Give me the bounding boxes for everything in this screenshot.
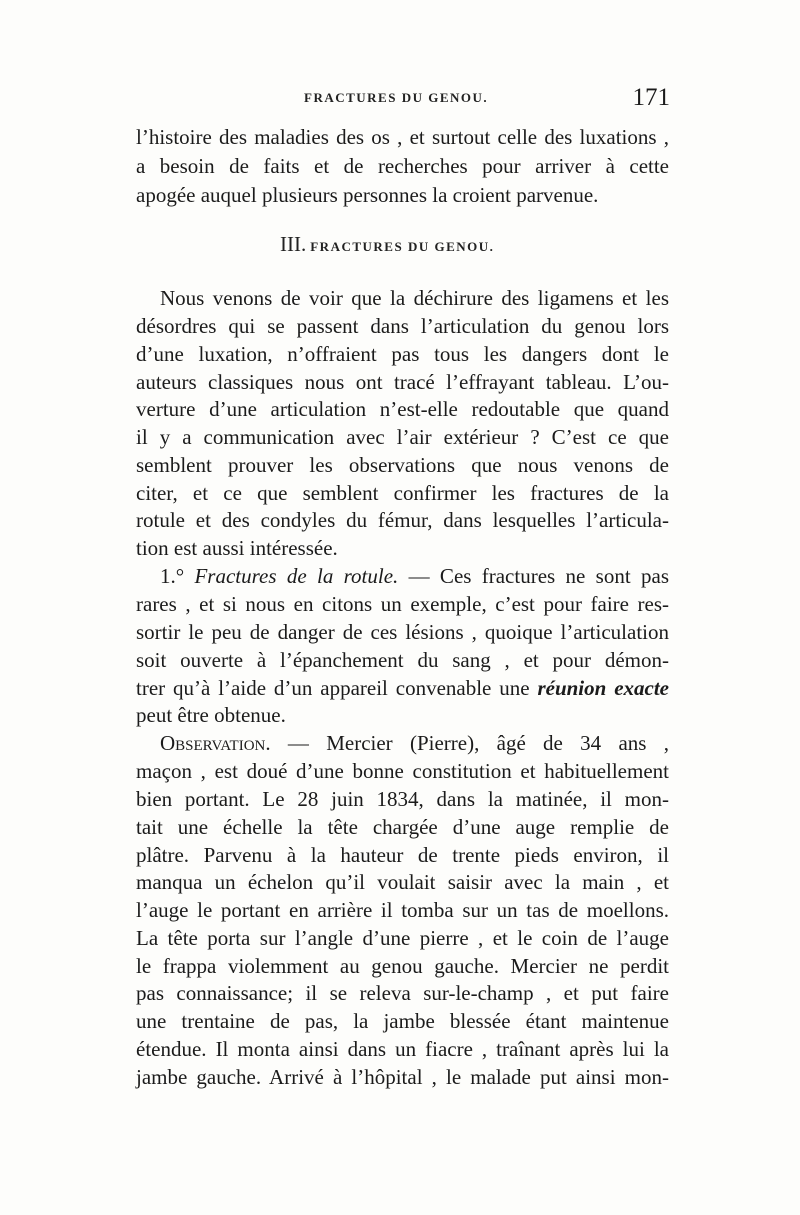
text-line: semblent prouver les observations que nous venons de — [136, 453, 669, 477]
text-line: Nous venons de voir que la déchirure des ligamens et les — [160, 286, 669, 310]
enumeration-number: 1.° — [160, 564, 185, 588]
section-title: FRACTURES DU GENOU. — [310, 239, 495, 254]
text-line: étendue. Il monta ainsi dans un fiacre , traînant après lui la — [136, 1037, 669, 1061]
running-title: FRACTURES DU GENOU. — [304, 90, 489, 105]
text-line: La tête porta sur l’angle d’une pierre , et le coin de l’auge — [136, 926, 669, 950]
text-line — [160, 730, 669, 756]
text-span: — Mercier (Pierre), âgé de 34 ans , — [287, 731, 669, 755]
text-line: apogée auquel plusieurs personnes la croient parvenue. — [136, 183, 599, 207]
text-line: l’auge le portant en arrière il tomba sur un tas de moellons. — [136, 898, 669, 922]
emphasis-text: réunion exacte — [537, 676, 669, 700]
running-head — [135, 86, 670, 114]
text-line: le frappa violemment au genou gauche. Mercier ne perdit — [136, 954, 669, 978]
text-line: d’une luxation, n’offraient pas tous les dangers dont le — [136, 342, 669, 366]
text-line: soit ouverte à l’épanchement du sang , et pour démon- — [136, 648, 669, 672]
text-line: citer, et ce que semblent confirmer les fractures de la — [136, 481, 669, 505]
text-line — [136, 675, 669, 701]
text-line: manqua un échelon qu’il voulait saisir avec la main , et — [136, 870, 669, 894]
text-line — [160, 563, 669, 589]
text-line: peut être obtenue. — [136, 703, 286, 727]
text-line: maçon , est doué d’une bonne constitution et habituellement — [136, 759, 669, 783]
text-line: il y a communication avec l’air extérieur ? C’est ce que — [136, 425, 669, 449]
subsection-title: Fractures de la rotule. — [194, 564, 399, 588]
text-line: jambe gauche. Arrivé à l’hôpital , le malade put ainsi mon- — [136, 1065, 669, 1089]
section-heading — [280, 232, 494, 257]
text-line: rares , et si nous en citons un exemple, c’est pour faire res- — [136, 592, 669, 616]
text-line: rotule et des condyles du fémur, dans lesquelles l’articula- — [136, 508, 669, 532]
observation-label: Observation. — [160, 731, 271, 755]
section-number: III. — [280, 232, 307, 256]
text-line: tion est aussi intéressée. — [136, 536, 338, 560]
text-span: trer qu’à l’aide d’un appareil convenable une — [136, 676, 530, 700]
text-line: bien portant. Le 28 juin 1834, dans la matinée, il mon- — [136, 787, 669, 811]
text-line: plâtre. Parvenu à la hauteur de trente pieds environ, il — [136, 843, 669, 867]
text-line: sortir le peu de danger de ces lésions , quoique l’articulation — [136, 620, 669, 644]
text-line: l’histoire des maladies des os , et surtout celle des luxations , — [136, 125, 669, 149]
text-line: désordres qui se passent dans l’articulation du genou lors — [136, 314, 669, 338]
text-line: auteurs classiques nous ont tracé l’effrayant tableau. L’ou- — [136, 370, 669, 394]
text-line: a besoin de faits et de recherches pour arriver à cette — [136, 154, 669, 178]
text-span: — Ces fractures ne sont pas — [408, 564, 669, 588]
text-line: une trentaine de pas, la jambe blessée étant maintenue — [136, 1009, 669, 1033]
text-line: pas connaissance; il se releva sur-le-champ , et put faire — [136, 981, 669, 1005]
page-number: 171 — [632, 84, 670, 111]
text-line: verture d’une articulation n’est-elle redoutable que quand — [136, 397, 669, 421]
text-line: tait une échelle la tête chargée d’une auge remplie de — [136, 815, 669, 839]
